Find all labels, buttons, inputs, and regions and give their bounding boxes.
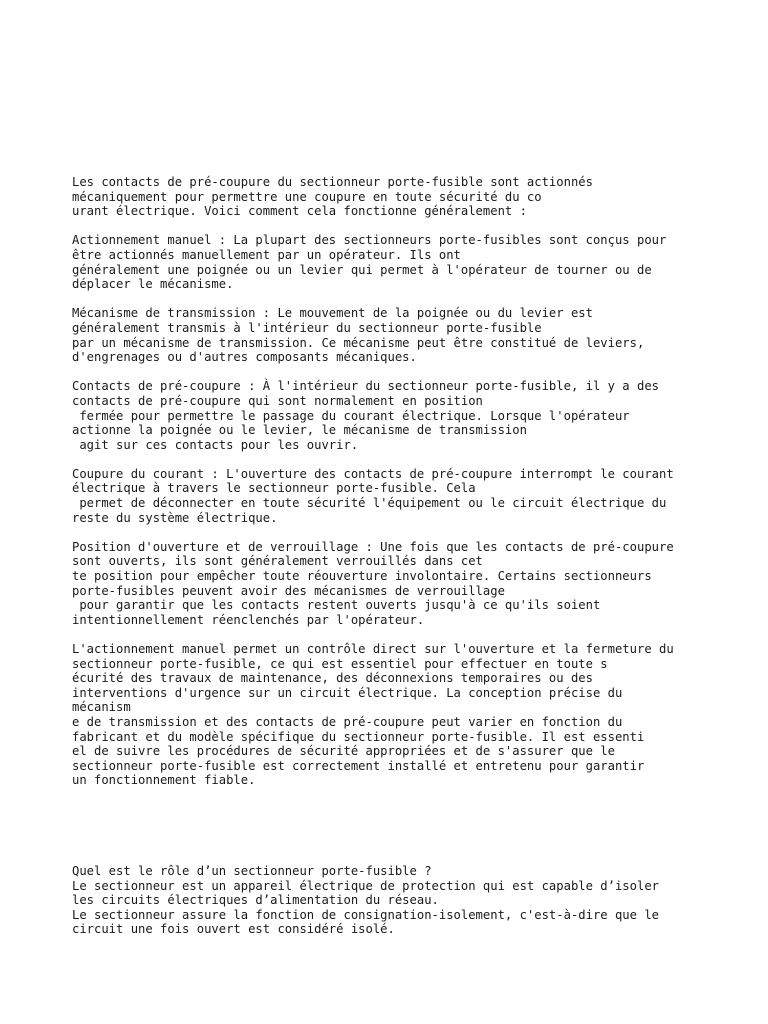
question-answer-text: Quel est le rôle d’un sectionneur porte-fusible ? Le sectionneur est un appareil électrique de protection qui est capable d’isoler les circuits électriques d’alimentation du réseau. Le sectionneur assure la fonction de consignation-isolement, c'est-à-dire que le circuit une fois ouvert est considéré isolé. <box>72 864 659 937</box>
main-body-text: Les contacts de pré-coupure du sectionneur porte-fusible sont actionnés mécaniquement pour permettre une coupure en toute sécurité du co urant électrique. Voici comment cela fonctionne généralement : Actionnement manuel : La plupart des sectionneurs porte-fusibles sont conçus pour être actionnés manuellement par un opérateur. Ils ont généralement une poignée ou un levier qui permet à l'opérateur de tourner ou de déplacer le mécanisme. Mécanisme de transmission : Le mouvement de la poignée ou du levier est généralement transmis à l'intérieur du sectionneur porte-fusible par un mécanisme de transmission. Ce mécanisme peut être constitué de leviers, d'engrenages ou d'autres composants mécaniques. Contacts de pré-coupure : À l'intérieur du sectionneur porte-fusible, il y a des contacts de pré-coupure qui sont normalement en position fermée pour permettre le passage du courant électrique. Lorsque l'opérateur actionne la poignée ou le levier, le mécanisme de transmission agit sur ces contacts pour les ouvrir. Coupure du courant : L'ouverture des contacts de pré-coupure interrompt le courant électrique à travers le sectionneur porte-fusible. Cela permet de déconnecter en toute sécurité l'équipement ou le circuit électrique du reste du système électrique. Position d'ouverture et de verrouillage : Une fois que les contacts de pré-coupure sont ouverts, ils sont généralement verrouillés dans cet te position pour empêcher toute réouverture involontaire. Certains sectionneurs porte-fusibles peuvent avoir des mécanismes de verrouillage pour garantir que les contacts restent ouverts jusqu'à ce qu'ils soient intentionnellement réenclenchés par l'opérateur. L'actionnement manuel permet un contrôle direct sur l'ouverture et la fermeture du sectionneur porte-fusible, ce qui est essentiel pour effectuer en toute s écurité des travaux de maintenance, des déconnexions temporaires ou des interventions d'urgence sur un circuit électrique. La conception précise du mécanism e de transmission et des contacts de pré-coupure peut varier en fonction du fabricant et du modèle spécifique du sectionneur porte-fusible. Il est essenti el de suivre les procédures de sécurité appropriées et de s'assurer que le sectionneur porte-fusible est correctement installé et entretenu pour garantir un fonctionnement fiable. <box>72 175 674 788</box>
